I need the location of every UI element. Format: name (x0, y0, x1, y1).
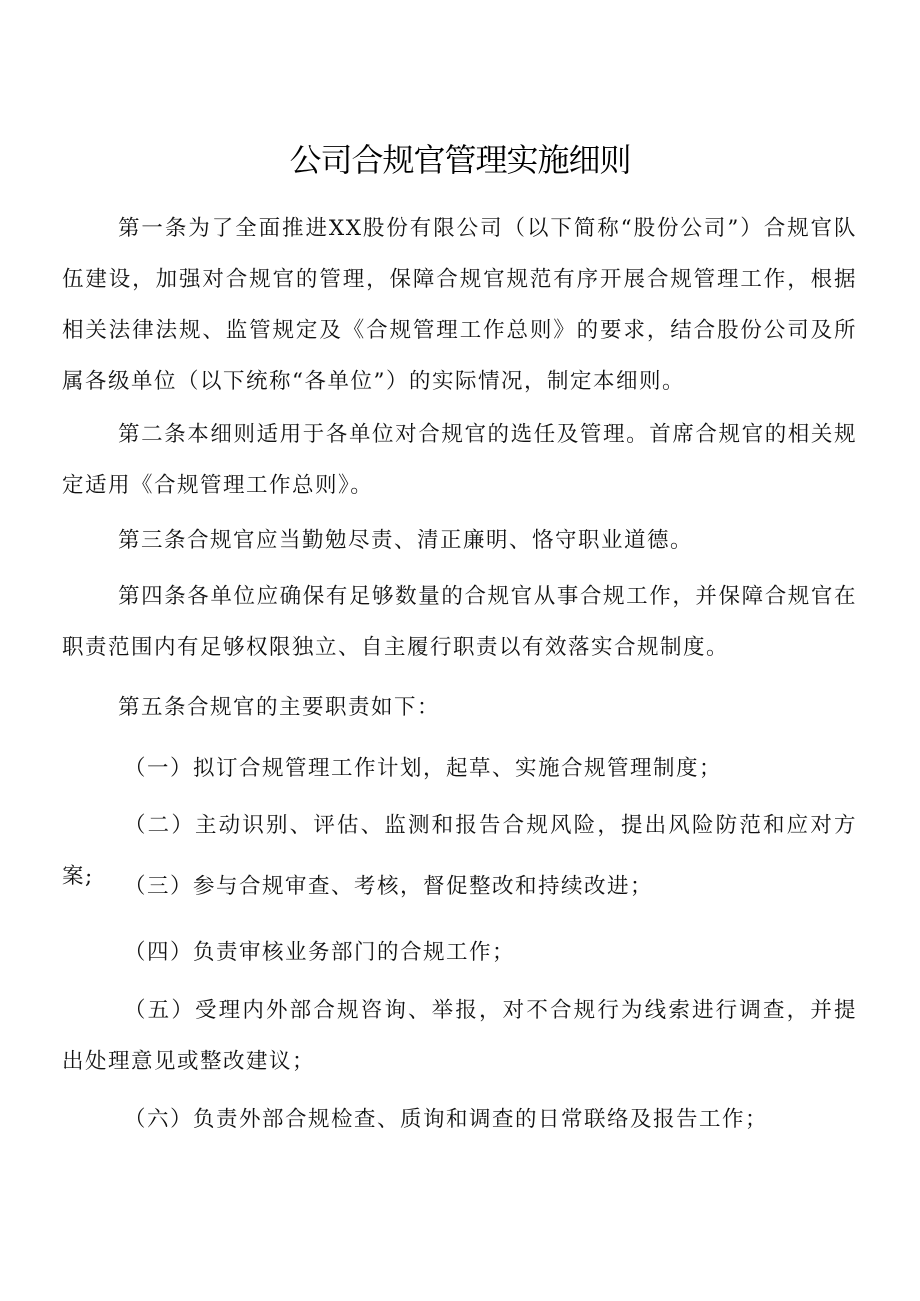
duty-item-3: （三）参与合规审查、考核，督促整改和持续改进； (124, 874, 654, 899)
duty-item-5: （五）受理内外部合规咨询、举报，对不合规行为线索进行调查，并提出处理意见或整改建议； (62, 998, 857, 1074)
duty-item-1: （一）拟订合规管理工作计划，起草、实施合规管理制度； (124, 756, 723, 781)
duty-item-2: （二）主动识别、评估、监测和报告合规风险，提出风险防范和应对方案; (62, 813, 857, 889)
page-title: 公司合规官管理实施细则 (289, 141, 631, 179)
duty-item-4: （四）负责审核业务部门的合规工作； (124, 940, 516, 965)
article-4-paragraph: 第四条各单位应确保有足够数量的合规官从事合规工作，并保障合规官在职责范围内有足够权限独立、自主履行职责以有效落实合规制度。 (62, 584, 857, 660)
article-2-paragraph: 第二条本细则适用于各单位对合规官的选任及管理。首席合规官的相关规定适用《合规管理工作总则》。 (62, 422, 857, 498)
duty-item-6: （六）负责外部合规检查、质询和调查的日常联络及报告工作； (124, 1107, 769, 1132)
article-1-paragraph: 第一条为了全面推进XX股份有限公司（以下简称“股份公司”）合规官队伍建设，加强对合规官的管理，保障合规官规范有序开展合规管理工作，根据相关法律法规、监管规定及《合规管理工作总则》的要求，结合股份公司及所属各级单位（以下统称“各单位”）的实际情况，制定本细则。 (62, 216, 857, 394)
article-5-paragraph: 第五条合规官的主要职责如下： (118, 695, 441, 720)
article-3-paragraph: 第三条合规官应当勤勉尽责、清正廉明、恪守职业道德。 (118, 528, 694, 553)
